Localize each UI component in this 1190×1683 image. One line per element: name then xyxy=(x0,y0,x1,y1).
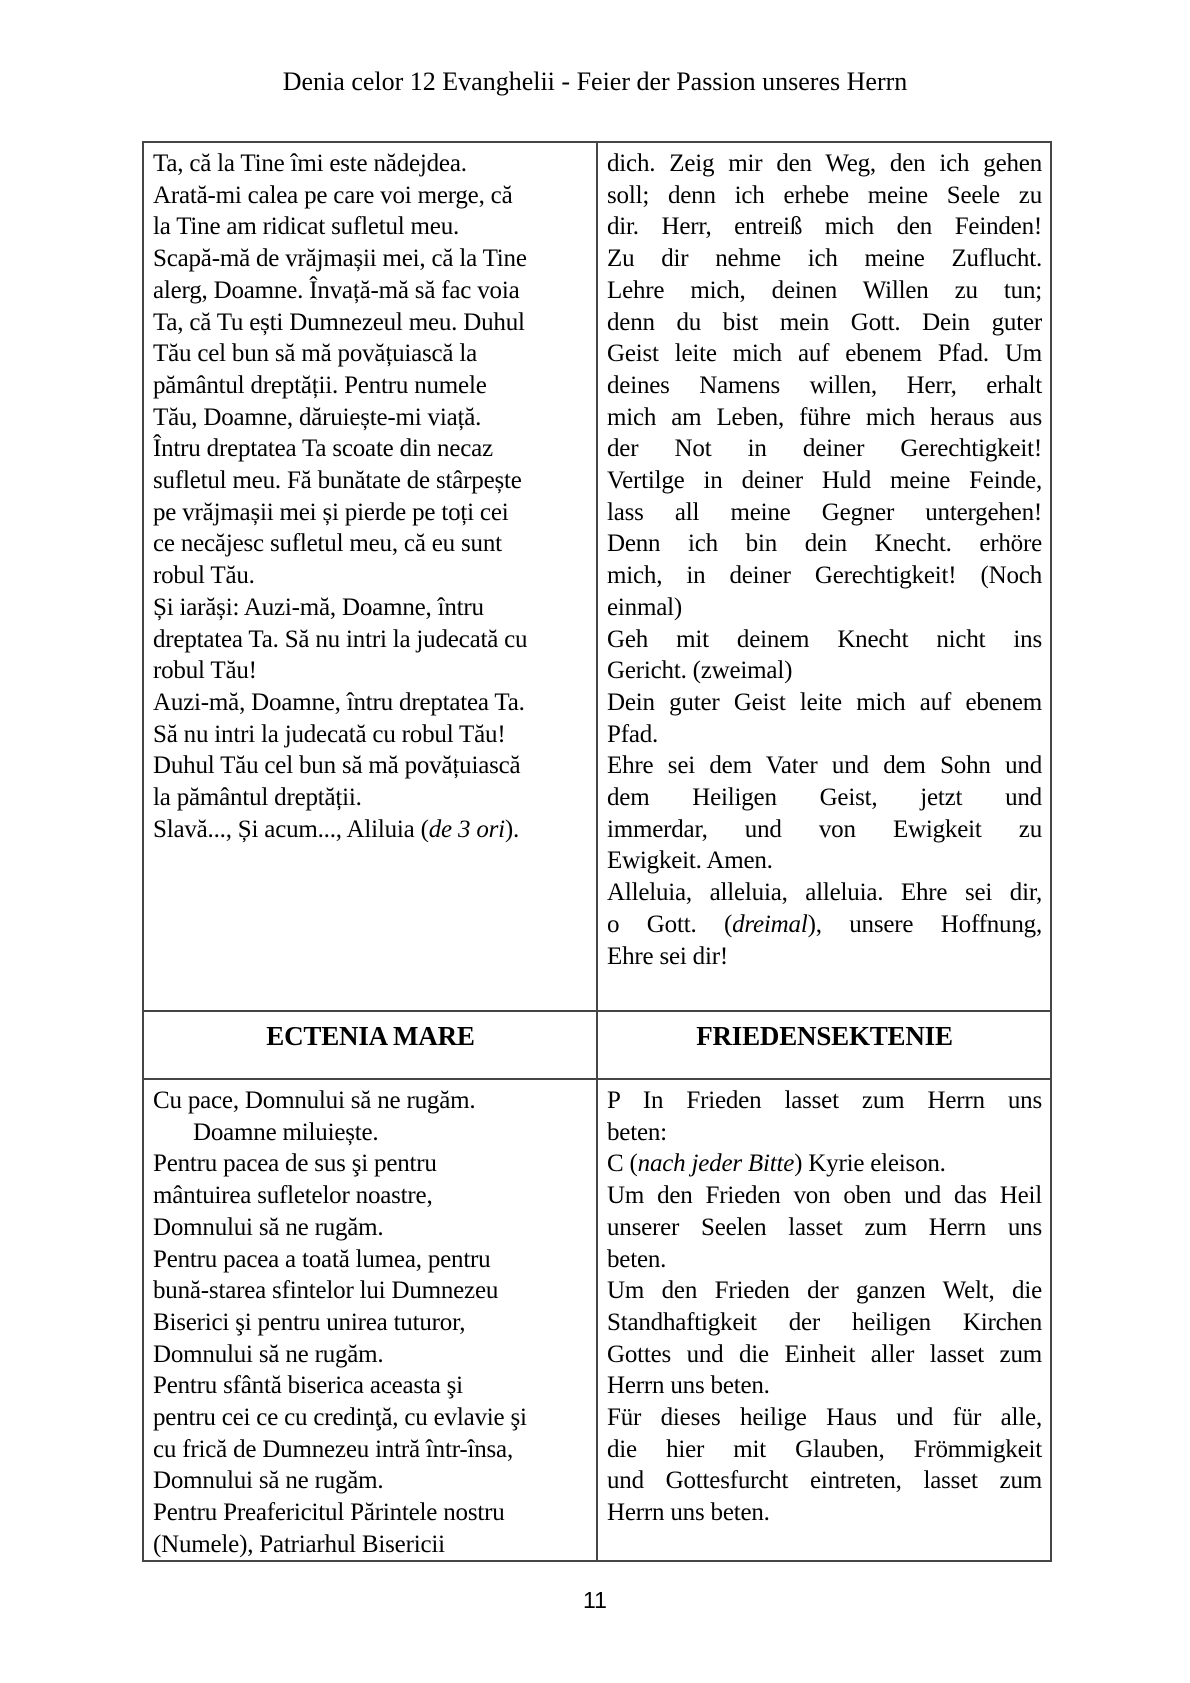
text-line: Herrn uns beten. xyxy=(607,1499,770,1527)
text-line: dich. Zeig mir den Weg, den ich gehen xyxy=(607,150,1042,177)
text-line: deines Namens willen, Herr, erhalt xyxy=(607,371,1042,399)
litany-cell-romanian xyxy=(144,1080,598,1560)
text-line: Tău, Doamne, dăruiește-mi viață. xyxy=(153,403,482,431)
text-line: Pentru pacea a toată lumea, pentru xyxy=(153,1245,491,1273)
text-line: Slavă..., Și acum..., Aliluia (de 3 ori). xyxy=(153,815,520,843)
text-line: Geist leite mich auf ebenem Pfad. Um xyxy=(607,340,1042,368)
text-line: C (nach jeder Bitte) Kyrie eleison. xyxy=(607,1150,946,1178)
litany-cell-german xyxy=(598,1080,1050,1560)
text-line: Ta, că la Tine îmi este nădejdea. xyxy=(153,150,467,177)
text-line: dir. Herr, entreiß mich den Feinden! xyxy=(607,213,1042,241)
page-title: Denia celor 12 Evanghelii - Feier der Passion unseres Herrn xyxy=(282,67,908,96)
text-line: Întru dreptatea Ta scoate din necaz xyxy=(153,435,493,463)
text-line: Duhul Tău cel bun să mă povățuiască xyxy=(153,752,521,780)
text-line: Și iarăși: Auzi-mă, Doamne, întru xyxy=(153,593,484,621)
text-line: ce necăjesc sufletul meu, că eu sunt xyxy=(153,530,502,558)
text-line: cu frică de Dumnezeu intră într-însa, xyxy=(153,1435,513,1463)
text-line: dem Heiligen Geist, jetzt und xyxy=(607,784,1042,812)
text-line: alerg, Doamne. Învață-mă să fac voia xyxy=(153,276,520,304)
text-line: (Numele), Patriarhul Bisericii xyxy=(153,1530,445,1558)
psalm-cell-german xyxy=(598,143,1050,1010)
text-line: mântuirea sufletelor noastre, xyxy=(153,1182,433,1210)
text-line: dreptatea Ta. Să nu intri la judecată cu xyxy=(153,625,528,653)
text-line: mich, in deiner Gerechtigkeit! (Noch xyxy=(607,562,1042,590)
text-line: Pfad. xyxy=(607,720,659,748)
text-line: pe vrăjmașii mei și pierde pe toți cei xyxy=(153,498,509,526)
text-line: Geh mit deinem Knecht nicht ins xyxy=(607,625,1042,653)
section-header-cell-romanian xyxy=(144,1012,598,1078)
text-line: Um den Frieden von oben und das Heil xyxy=(607,1182,1042,1210)
text-line: bună-starea sfintelor lui Dumnezeu xyxy=(153,1277,499,1305)
page-number: 11 xyxy=(583,1587,607,1613)
text-line: Ewigkeit. Amen. xyxy=(607,847,773,875)
text-line: die hier mit Glauben, Frömmigkeit xyxy=(607,1435,1042,1463)
text-line: Denn ich bin dein Knecht. erhöre xyxy=(607,530,1042,558)
text-line: Für dieses heilige Haus und für alle, xyxy=(607,1404,1042,1432)
text-line: pentru cei ce cu credinţă, cu evlavie şi xyxy=(153,1404,527,1432)
text-line: Să nu intri la judecată cu robul Tău! xyxy=(153,720,506,748)
text-line: unserer Seelen lasset zum Herrn uns xyxy=(607,1213,1042,1241)
text-line: Cu pace, Domnului să ne rugăm. xyxy=(153,1087,476,1114)
table-row-section-headers xyxy=(144,1010,1050,1080)
text-line: Gottes und die Einheit aller lasset zum xyxy=(607,1340,1042,1368)
text-line: Vertilge in deiner Huld meine Feinde, xyxy=(607,467,1042,495)
text-line: Pentru Preafericitul Părintele nostru xyxy=(153,1499,505,1527)
text-line: Auzi-mă, Doamne, întru dreptatea Ta. xyxy=(153,688,525,716)
text-line: Pentru pacea de sus şi pentru xyxy=(153,1150,437,1178)
text-line: Zu dir nehme ich meine Zuflucht. xyxy=(607,245,1042,273)
text-line: sufletul meu. Fă bunătate de stârpește xyxy=(153,467,522,495)
text-line: la pământul dreptății. xyxy=(153,784,362,812)
text-line: Gericht. (zweimal) xyxy=(607,657,793,685)
text-line: pământul dreptății. Pentru numele xyxy=(153,371,487,399)
bilingual-table xyxy=(142,141,1052,1562)
text-line: Biserici şi pentru unirea tuturor, xyxy=(153,1308,466,1336)
psalm-cell-romanian xyxy=(144,143,598,1010)
text-line: lass all meine Gegner untergehen! xyxy=(607,498,1042,526)
text-line: immerdar, und von Ewigkeit zu xyxy=(607,815,1042,843)
text-line: Ehre sei dem Vater und dem Sohn und xyxy=(607,752,1042,780)
section-header-german: FRIEDENSEKTENIE xyxy=(696,1021,953,1051)
text-line: Herrn uns beten. xyxy=(607,1372,770,1400)
text-line: denn du bist mein Gott. Dein guter xyxy=(607,308,1042,336)
text-line: Domnului să ne rugăm. xyxy=(153,1340,384,1368)
text-line: und Gottesfurcht eintreten, lasset zum xyxy=(607,1467,1042,1495)
text-line: Tău cel bun să mă povățuiască la xyxy=(153,340,478,368)
text-line: mich am Leben, führe mich heraus aus xyxy=(607,403,1042,431)
text-line: Ehre sei dir! xyxy=(607,942,728,970)
text-line: Pentru sfântă biserica aceasta şi xyxy=(153,1372,463,1400)
text-line: beten. xyxy=(607,1245,667,1273)
text-line: beten: xyxy=(607,1118,667,1146)
text-line: Standhaftigkeit der heiligen Kirchen xyxy=(607,1308,1042,1336)
text-line: der Not in deiner Gerechtigkeit! xyxy=(607,435,1042,463)
section-header-romanian: ECTENIA MARE xyxy=(266,1021,475,1051)
table-row-psalm xyxy=(144,143,1050,1010)
text-line: Arată-mi calea pe care voi merge, că xyxy=(153,181,513,209)
text-line: einmal) xyxy=(607,593,682,621)
section-header-cell-german xyxy=(598,1012,1050,1078)
text-line: Um den Frieden der ganzen Welt, die xyxy=(607,1277,1042,1305)
text-line: Domnului să ne rugăm. xyxy=(153,1467,384,1495)
text-line: Lehre mich, deinen Willen zu tun; xyxy=(607,276,1042,304)
text-line: Scapă-mă de vrăjmașii mei, că la Tine xyxy=(153,245,527,273)
text-line: Ta, că Tu ești Dumnezeul meu. Duhul xyxy=(153,308,525,336)
text-line: Dein guter Geist leite mich auf ebenem xyxy=(607,688,1042,716)
text-line: robul Tău! xyxy=(153,657,257,685)
text-line: Doamne miluiește. xyxy=(193,1118,379,1146)
table-row-litany xyxy=(144,1080,1050,1560)
text-line: la Tine am ridicat sufletul meu. xyxy=(153,213,460,241)
text-line: Domnului să ne rugăm. xyxy=(153,1213,384,1241)
text-line: Alleluia, alleluia, alleluia. Ehre sei dir, xyxy=(607,879,1042,907)
text-line: robul Tău. xyxy=(153,562,255,590)
text-line: P In Frieden lasset zum Herrn uns xyxy=(607,1087,1042,1114)
text-line: soll; denn ich erhebe meine Seele zu xyxy=(607,181,1042,209)
text-line: o Gott. (dreimal), unsere Hoffnung, xyxy=(607,910,1042,938)
